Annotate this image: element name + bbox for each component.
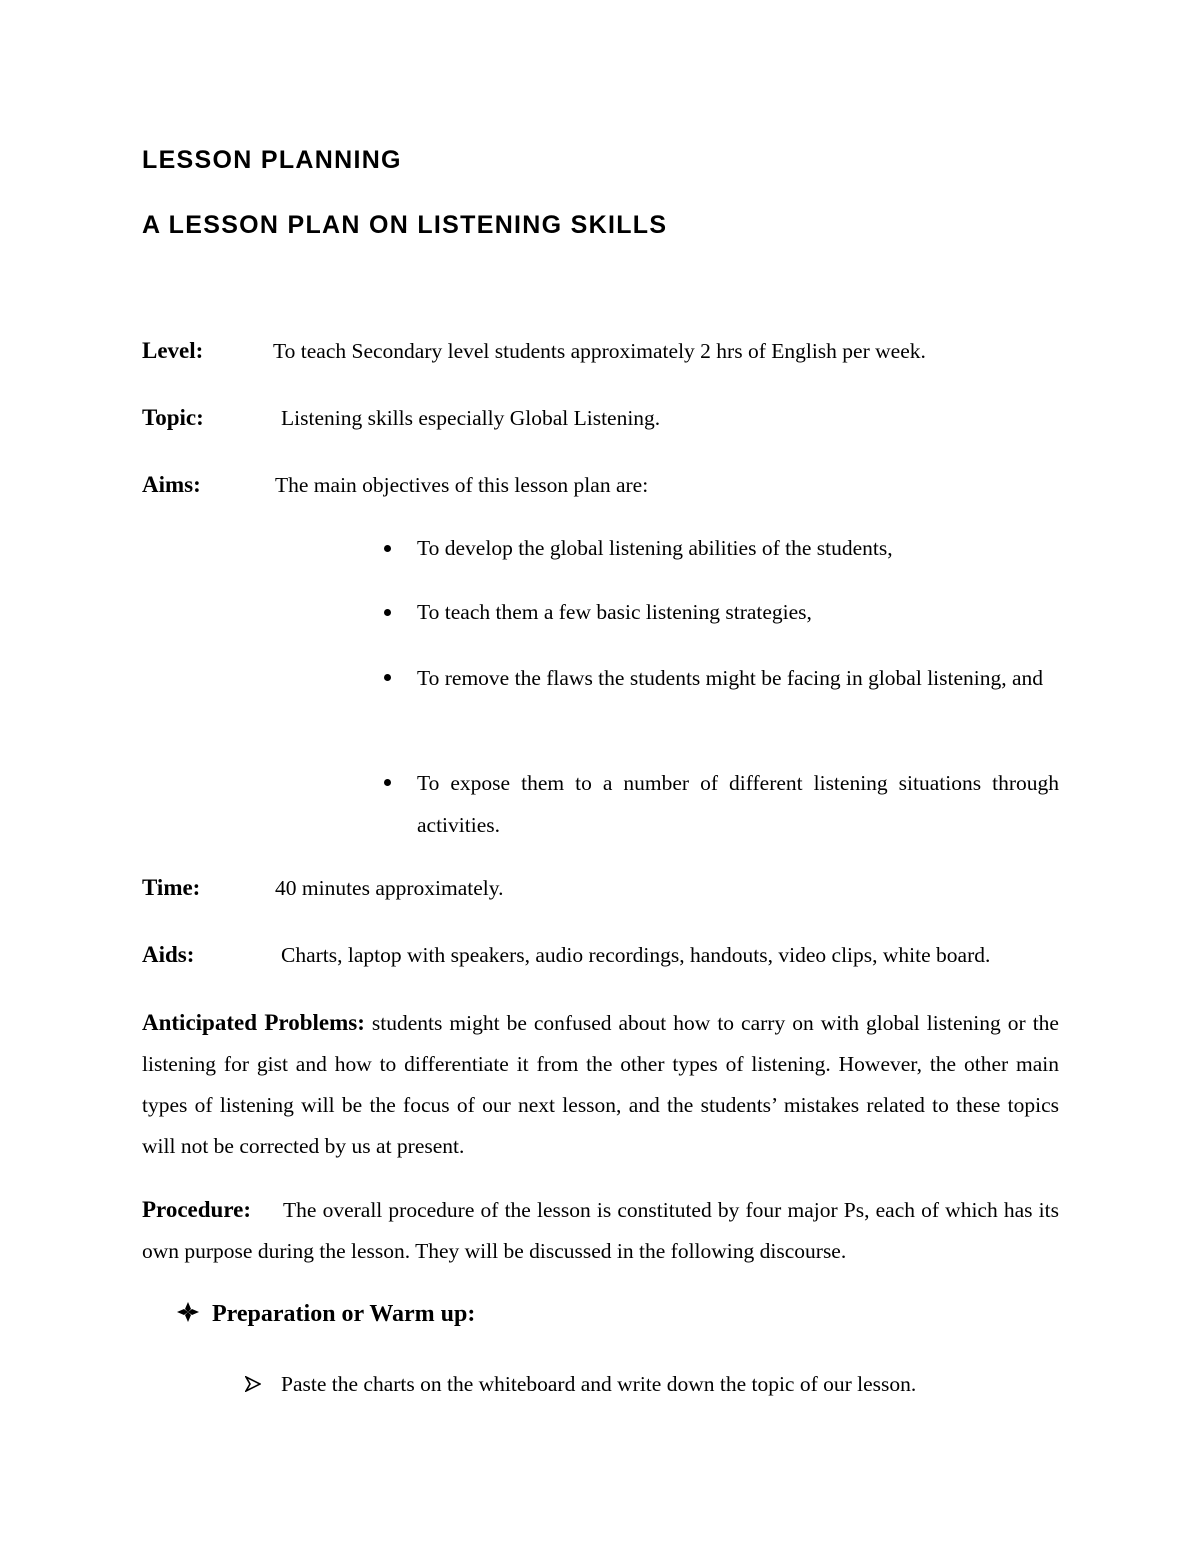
procedure-label: Procedure: xyxy=(142,1197,252,1222)
level-value: To teach Secondary level students approximately 2 hrs of English per week. xyxy=(273,339,926,363)
time-value: 40 minutes approximately. xyxy=(275,876,504,900)
bullet-icon xyxy=(384,779,391,786)
anticipated-problems-paragraph xyxy=(142,1002,1059,1167)
time-label: Time: xyxy=(142,875,201,900)
bullet-icon xyxy=(384,609,391,616)
aids-label: Aids: xyxy=(142,942,195,967)
anticipated-problems-text: students might be confused about how to carry on with global listening or the listening for gist and how to differentiate it from the other types of listening. However, the other main types of listening will be the focus of our next lesson, and the students’ mistakes related to these topics will not be corrected by us at present. xyxy=(142,1011,1059,1158)
bullet-icon xyxy=(384,674,391,681)
procedure-paragraph xyxy=(142,1189,1059,1272)
document-subtitle: A LESSON PLAN ON LISTENING SKILLS xyxy=(142,211,668,239)
section-title: Preparation or Warm up: xyxy=(212,1301,476,1327)
bullet-icon xyxy=(384,545,391,552)
document-title: LESSON PLANNING xyxy=(142,146,402,174)
level-label: Level: xyxy=(142,338,204,363)
aims-item: To teach them a few basic listening strategies, xyxy=(417,600,812,624)
aims-label: Aims: xyxy=(142,472,201,497)
section-heading xyxy=(176,1301,475,1330)
aims-item: To develop the global listening abilities of the students, xyxy=(417,536,893,560)
anticipated-problems-label: Anticipated Problems: xyxy=(142,1010,365,1035)
arrowhead-bullet-icon xyxy=(245,1373,261,1389)
section-item-text: Paste the charts on the whiteboard and write down the topic of our lesson. xyxy=(281,1372,917,1396)
aims-item: To expose them to a number of different listening situations through activities. xyxy=(417,771,1059,837)
diamond-bullet-icon xyxy=(176,1301,200,1330)
topic-label: Topic: xyxy=(142,405,204,430)
topic-value: Listening skills especially Global Listening. xyxy=(281,406,661,430)
aids-value: Charts, laptop with speakers, audio recordings, handouts, video clips, white board. xyxy=(281,943,991,967)
procedure-text: The overall procedure of the lesson is constituted by four major Ps, each of which has its own purpose during the lesson. They will be discussed in the following discourse. xyxy=(142,1198,1059,1263)
aims-item: To remove the flaws the students might be facing in global listening, and xyxy=(417,666,1044,690)
aims-value: The main objectives of this lesson plan are: xyxy=(275,473,649,497)
section-list-item xyxy=(245,1372,916,1397)
